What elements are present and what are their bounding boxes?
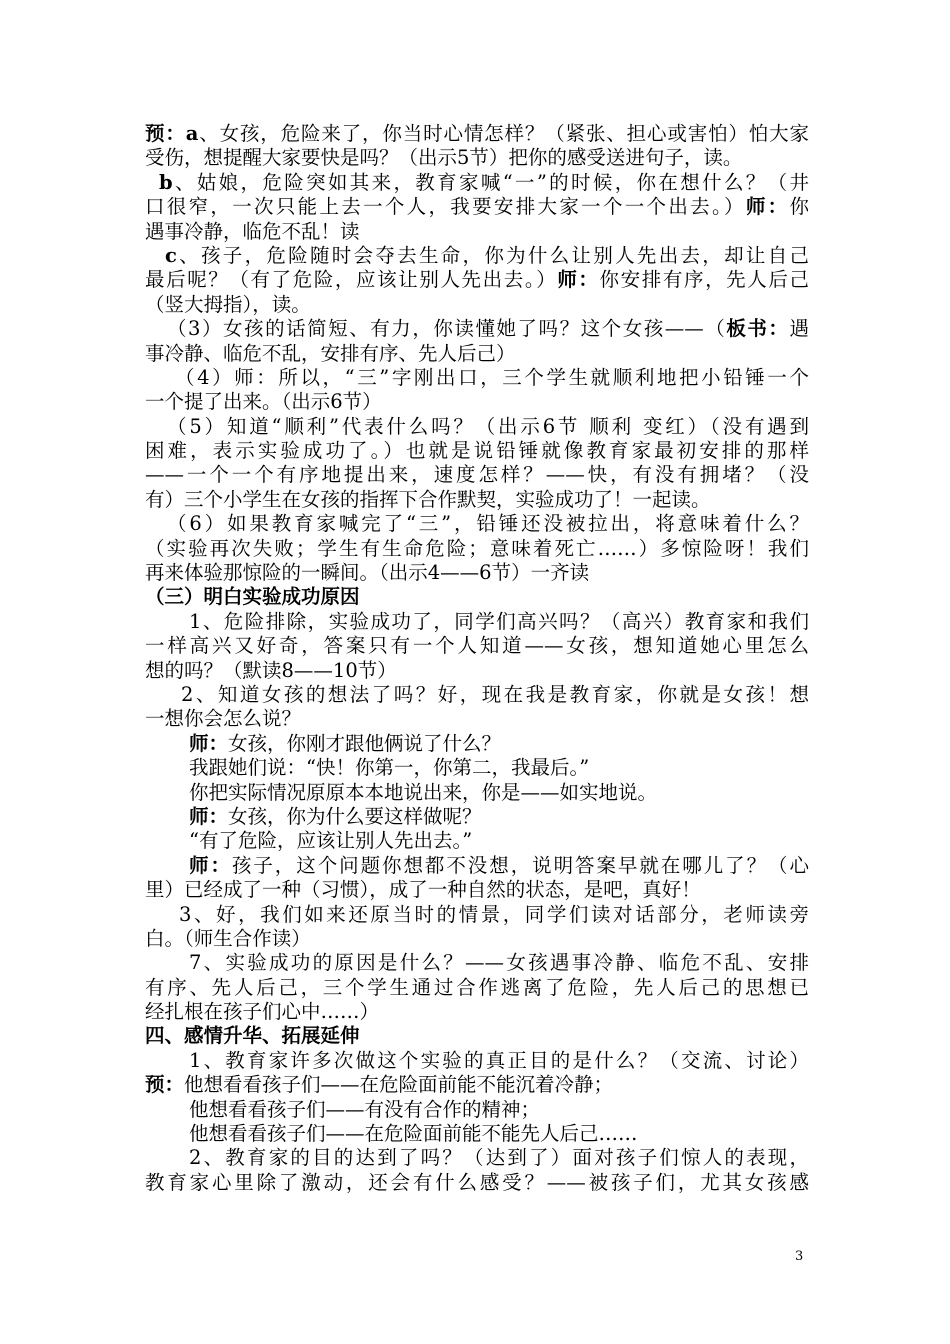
text-line (145, 342, 809, 366)
text-line (145, 659, 809, 683)
document-body (145, 122, 809, 1195)
bold-text: c (165, 243, 177, 267)
text-line (145, 732, 809, 756)
text-line (145, 610, 809, 634)
text-segment: 一样高兴又好奇，答案只有一个人知道——女孩，想知道她心里怎么 (145, 634, 809, 658)
text-line (145, 244, 809, 268)
text-segment: 事冷静、临危不乱，安排有序、先人后己） (145, 341, 516, 365)
text-segment: 你把实际情况原原本本地说出来，你是——如实地说。 (189, 780, 658, 804)
text-line (145, 415, 809, 439)
text-segment: （6）如果教育家喊完了“三”，铅锤还没被拉出，将意味着什么？ (167, 512, 809, 536)
text-line (145, 122, 809, 146)
text-line (145, 854, 809, 878)
text-segment: 3、好，我们如来还原当时的情景，同学们读对话部分，老师读旁 (179, 902, 809, 926)
text-segment: 一想你会怎么说？ (145, 707, 302, 731)
bold-text: 师： (189, 853, 232, 877)
text-line (145, 317, 809, 341)
text-segment: 1、教育家许多次做这个实验的真正目的是什么？（交流、讨论） (189, 1048, 809, 1072)
text-segment: 白。（师生合作读） (145, 926, 311, 950)
text-line (145, 1171, 809, 1195)
text-line (145, 976, 809, 1000)
text-line (145, 195, 809, 219)
text-line (145, 683, 809, 707)
text-line (145, 756, 809, 780)
text-segment: 最后呢？（有了危险，应该让别人先出去。） (145, 268, 558, 292)
text-segment: 经扎根在孩子们心中……） (145, 1000, 380, 1024)
text-segment: 7、实验成功的原因是什么？——女孩遇事冷静、临危不乱、安排 (189, 951, 809, 975)
text-line (145, 805, 809, 829)
text-segment: 我跟她们说：“快！你第一，你第二，我最后。” (189, 756, 590, 780)
bold-text: 师： (189, 731, 229, 755)
bold-text: 师： (745, 195, 790, 219)
bold-text: b (159, 170, 173, 194)
text-segment: 他想看看孩子们——在危险面前能不能沉着冷静； (184, 1073, 614, 1097)
text-segment: 1、危险排除，实验成功了，同学们高兴吗？（高兴）教育家和我们 (189, 609, 809, 633)
text-line (145, 512, 809, 536)
text-segment: 遇事冷静，临危不乱！读 (145, 219, 360, 243)
bold-text: 预：a (145, 122, 199, 145)
text-segment: 受伤，想提醒大家要快是吗？（出示5节）把你的感受送进句子，读。 (145, 146, 743, 170)
text-segment: 口很窄，一次只能上去一个人，我要安排大家一个一个出去。） (145, 195, 746, 219)
text-segment: （4）师：所以，“三”字刚出口，三个学生就顺利地把小铅锤一个 (175, 365, 809, 389)
text-segment: 遇 (789, 317, 809, 341)
text-segment: （5）知道“顺利”代表什么吗？（出示6节 顺利 变红）（没有遇到 (167, 414, 809, 438)
bold-text: 师： (557, 268, 600, 292)
text-segment: 、女孩，危险来了，你当时心情怎样？（紧张、担心或害怕）怕大家 (198, 122, 809, 145)
text-line (145, 390, 809, 414)
text-line (145, 951, 809, 975)
text-segment: 困难，表示实验成功了。）也就是说铅锤就像教育家最初安排的那样 (145, 439, 809, 463)
text-line (145, 463, 809, 487)
text-line (145, 927, 809, 951)
text-line (145, 1073, 809, 1097)
text-segment: ——一个一个有序地提出来，速度怎样？——快，有没有拥堵？（没 (145, 463, 809, 487)
text-segment: 孩子，这个问题你想都不没想，说明答案早就在哪儿了？（心 (231, 853, 809, 877)
text-segment: 他想看看孩子们——在危险面前能不能先人后己…… (189, 1122, 638, 1146)
page-number: 3 (795, 1249, 804, 1264)
text-segment: “有了危险，应该让别人先出去。” (189, 829, 473, 853)
text-line (145, 439, 809, 463)
text-segment: 教育家心里除了激动，还会有什么感受？——被孩子们，尤其女孩感 (145, 1170, 809, 1194)
text-line (145, 561, 809, 585)
text-line (145, 146, 809, 170)
text-line (145, 293, 809, 317)
text-segment: 你安排有序，先人后己 (599, 268, 809, 292)
text-line (145, 1146, 809, 1170)
text-line (145, 268, 809, 292)
text-line (145, 1122, 809, 1146)
text-line (145, 171, 809, 195)
text-segment: 一个提了出来。（出示6节） (145, 390, 382, 414)
bold-text: 板书： (726, 317, 790, 341)
text-segment: 女孩，你刚才跟他俩说了什么？ (228, 731, 502, 755)
text-line (145, 366, 809, 390)
text-line (145, 488, 809, 512)
text-line (145, 829, 809, 853)
text-segment: （竖大拇指），读。 (145, 292, 311, 316)
text-segment: （3）女孩的话简短、有力，你读懂她了吗？这个女孩——（ (167, 317, 727, 341)
text-line (145, 585, 809, 609)
text-line (145, 537, 809, 561)
text-segment: 、姑娘，危险突如其来，教育家喊“一”的时候，你在想什么？（井 (172, 170, 809, 194)
text-line (145, 1000, 809, 1024)
text-segment: 、孩子，危险随时会夺去生命，你为什么让别人先出去，却让自己 (176, 243, 809, 267)
text-segment: 想的吗？（默读8——10节） (145, 658, 397, 682)
text-line (145, 634, 809, 658)
text-segment: 你 (789, 195, 809, 219)
text-segment: 2、教育家的目的达到了吗？（达到了）面对孩子们惊人的表现， (189, 1146, 809, 1170)
text-line (145, 781, 809, 805)
text-line (145, 1098, 809, 1122)
text-segment: 他想看看孩子们——有没有合作的精神； (189, 1097, 541, 1121)
bold-text: 预： (145, 1073, 185, 1097)
text-segment: 有序、先人后己，三个学生通过合作逃离了危险，先人后己的思想已 (145, 975, 809, 999)
text-line (145, 878, 809, 902)
text-segment: （实验再次失败；学生有生命危险；意味着死亡……）多惊险呀！我们 (145, 536, 809, 560)
text-line (145, 220, 809, 244)
bold-text: 师： (189, 804, 229, 828)
text-line (145, 1024, 809, 1048)
text-segment: 2、知道女孩的想法了吗？好，现在我是教育家，你就是女孩！想 (181, 682, 809, 706)
text-segment: 女孩，你为什么要这样做呢？ (228, 804, 482, 828)
text-line (145, 903, 809, 927)
bold-text: 四、感情升华、拓展延伸 (145, 1024, 360, 1048)
text-line (145, 1049, 809, 1073)
text-segment: 再来体验那惊险的一瞬间。（出示4——6节）一齐读 (145, 561, 590, 585)
text-segment: 里）已经成了一种（习惯），成了一种自然的状态，是吧，真好！ (145, 878, 701, 902)
bold-text: （三）明白实验成功原因 (145, 585, 360, 609)
text-line (145, 707, 809, 731)
text-segment: 有）三个小学生在女孩的指挥下合作默契，实验成功了！一起读。 (145, 487, 711, 511)
